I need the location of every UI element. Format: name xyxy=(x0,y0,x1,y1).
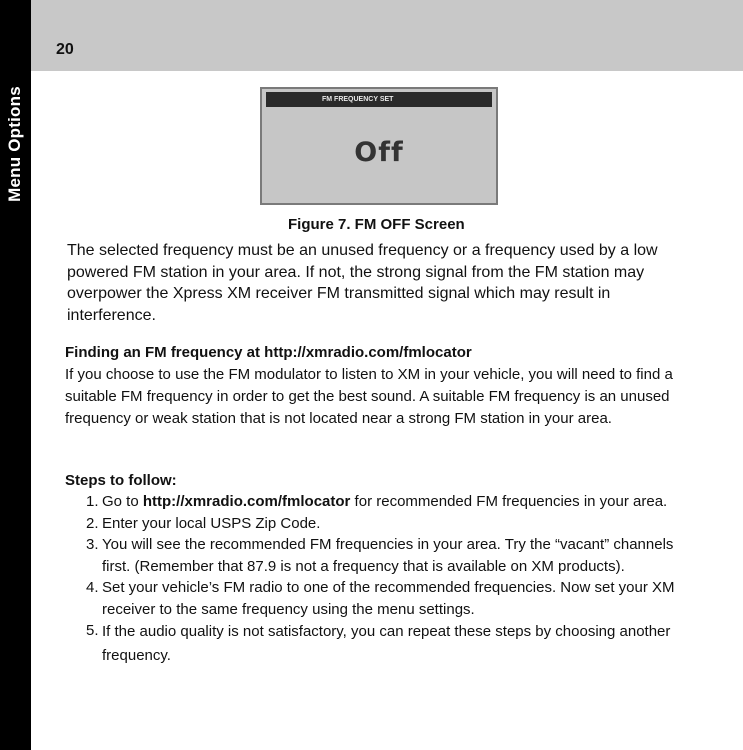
step-text xyxy=(102,491,696,513)
step-number: 5. xyxy=(86,622,99,639)
step-number: 1. xyxy=(86,493,99,510)
fmlocator-link[interactable]: http://xmradio.com/fmlocator xyxy=(142,493,351,510)
step-text: If the audio quality is not satisfactory, you can repeat these steps by choosing another frequency. xyxy=(102,623,671,664)
side-tab xyxy=(0,0,31,750)
step-item xyxy=(86,534,696,577)
step-item xyxy=(86,620,696,668)
step-number: 2. xyxy=(86,514,99,532)
step-number: 3. xyxy=(86,536,99,553)
step-text: Enter your local USPS Zip Code. xyxy=(102,514,321,532)
step-item xyxy=(86,513,696,535)
steps-heading: Steps to follow: xyxy=(65,472,177,489)
step-text: Set your vehicle’s FM radio to one of the recommended frequencies. Now set your XM receiver to the same frequency using the menu settings. xyxy=(102,579,675,618)
step-number: 4. xyxy=(86,579,99,596)
step-item xyxy=(86,577,696,620)
step-item xyxy=(86,491,696,513)
step-text-pre: Go to xyxy=(102,493,143,510)
screen-title-bar: FM FREQUENCY SET xyxy=(266,92,492,107)
intro-paragraph: The selected frequency must be an unused frequency or a frequency used by a low powered FM station in your area. If not, the strong signal from the FM station may overpower the Xpress XM receiver FM transmitted signal which may result in interference. xyxy=(67,242,658,324)
fm-off-screen-figure xyxy=(260,87,498,205)
figure-caption: Figure 7. FM OFF Screen xyxy=(288,216,465,233)
section-label: Menu Options xyxy=(5,86,24,202)
page-header xyxy=(31,0,743,71)
finding-heading: Finding an FM frequency at http://xmradio.com/fmlocator xyxy=(65,344,472,361)
screen-value: Off xyxy=(354,137,404,168)
step-text-post: for recommended FM frequencies in your area. xyxy=(350,493,668,510)
finding-paragraph: If you choose to use the FM modulator to listen to XM in your vehicle, you will need to find a suitable FM frequency in order to get the best sound. A suitable FM frequency is an unused frequency or weak station that is not located near a strong FM station in your area. xyxy=(65,366,673,427)
step-text: You will see the recommended FM frequencies in your area. Try the “vacant” channels first. (Remember that 87.9 is not a frequency that is available on XM products). xyxy=(102,536,674,575)
steps-list xyxy=(86,491,696,668)
page-number: 20 xyxy=(56,41,74,58)
